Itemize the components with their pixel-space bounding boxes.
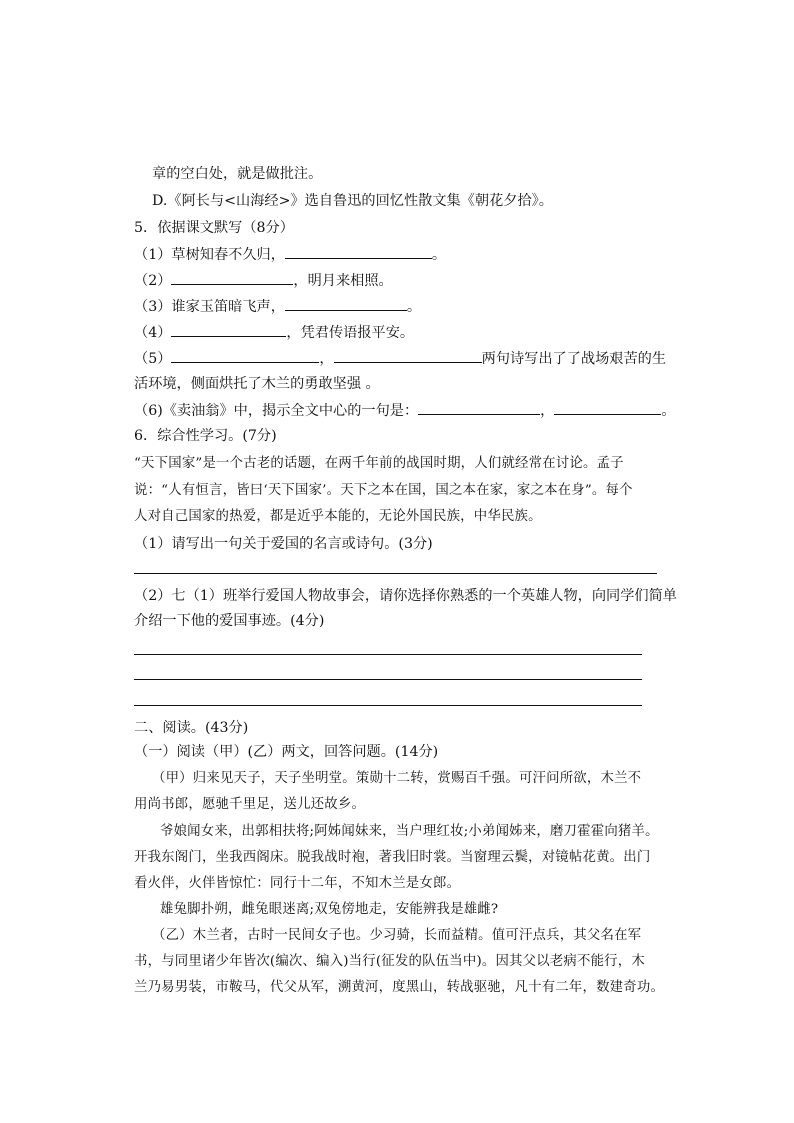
passage-line: 兰乃易男装，市鞍马，代父从军，溯黄河，度黑山，转战驱驰，凡十有二年，数建奇功。 — [134, 980, 665, 995]
passage-line: 雄兔脚扑朔，雌兔眼迷离;双兔傍地走，安能辨我是雄雌? — [160, 902, 499, 917]
text-segment: 两句诗写出了了战场艰苦的生 — [481, 351, 667, 367]
recitation-item — [134, 270, 393, 291]
recitation-item — [134, 322, 414, 343]
material-line: 说：“人有恒言，皆曰‘天下国家’。天下之本在国，国之本在家，家之本在身”。每个 — [134, 483, 633, 498]
passage-line: 爷娘闻女来，出郭相扶将;阿姊闻妹来，当户理红妆;小弟闻姊来，磨刀霍霍向猪羊。 — [160, 824, 659, 839]
recitation-item — [134, 296, 421, 317]
sub-question: （1）请写出一句关于爱国的名言或诗句。(3分) — [134, 536, 433, 552]
passage-line: （乙）木兰者，古时一民间女子也。少习骑，长而益精。值可汗点兵，其父名在军 — [152, 928, 642, 943]
text-line: 章的空白处，就是做批注。 — [152, 166, 323, 182]
answer-blank[interactable] — [285, 244, 432, 259]
answer-line[interactable] — [134, 705, 642, 706]
text-segment: 。 — [406, 299, 422, 315]
text-segment: （3）谁家玉笛暗飞声， — [134, 299, 285, 315]
text-segment: ， — [319, 351, 334, 367]
section-heading: 二、阅读。(43分) — [134, 720, 249, 736]
answer-blank[interactable] — [334, 348, 482, 363]
material-line: 人对自己国家的热爱，都是近乎本能的，无论外国民族，中华民族。 — [134, 509, 542, 524]
text-segment: 。 — [431, 247, 447, 263]
question-heading: 6．综合性学习。(7分) — [134, 428, 277, 444]
answer-blank[interactable] — [554, 400, 661, 415]
text-segment: （4） — [134, 325, 172, 341]
answer-line[interactable] — [134, 654, 642, 655]
text-segment: （1）草树知春不久归， — [134, 247, 285, 263]
text-line: 活环境，侧面烘托了木兰的勇敢坚强 。 — [134, 376, 380, 392]
recitation-item — [134, 400, 676, 421]
answer-line[interactable] — [134, 573, 657, 574]
text-segment: ，明月来相照。 — [293, 273, 393, 289]
text-segment: （6)《卖油翁》中，揭示全文中心的一句是： — [134, 403, 419, 419]
text-segment: （2） — [134, 273, 172, 289]
recitation-item — [134, 244, 446, 265]
text-line: D.《阿长与<山海经>》选自鲁迅的回忆性散文集《朝花夕拾》。 — [152, 193, 553, 209]
passage-line: 开我东阁门，坐我西阁床。脱我战时袍，著我旧时裳。当窗理云鬓，对镜帖花黄。出门 — [134, 850, 651, 865]
passage-line: 书，与同里诸少年皆次(编次、编入)当行(征发的队伍当中)。因其父以老病不能行，木 — [134, 954, 645, 969]
answer-blank[interactable] — [171, 270, 293, 285]
text-segment: 。 — [661, 403, 676, 419]
answer-blank[interactable] — [171, 322, 286, 337]
answer-blank[interactable] — [285, 296, 407, 311]
answer-blank[interactable] — [418, 400, 540, 415]
text-segment: ， — [540, 403, 555, 419]
answer-blank[interactable] — [171, 348, 319, 363]
passage-line: 看火伴，火伴皆惊忙：同行十二年，不知木兰是女郎。 — [134, 876, 461, 891]
sub-question: （2）七（1）班举行爱国人物故事会，请你选择你熟悉的一个英雄人物，向同学们简单 — [134, 588, 677, 604]
passage-line: （甲）归来见天子，天子坐明堂。策勋十二转，赏赐百千强。可汗问所欲，木兰不 — [152, 771, 642, 786]
passage-line: 用尚书郎，愿驰千里足，送儿还故乡。 — [134, 797, 366, 812]
sub-question: 介绍一下他的爱国事迹。(4分) — [134, 613, 325, 629]
answer-line[interactable] — [134, 679, 642, 680]
reading-heading: （一）阅读（甲）(乙）两文，回答问题。(14分) — [134, 744, 439, 760]
recitation-item — [134, 348, 666, 369]
text-segment: （5） — [134, 351, 172, 367]
question-heading: 5．依据课文默写（8分） — [134, 220, 294, 236]
material-line: “天下国家”是一个古老的话题，在两千年前的战国时期，人们就经常在讨论。孟子 — [134, 456, 624, 471]
text-segment: ，凭君传语报平安。 — [286, 325, 415, 341]
